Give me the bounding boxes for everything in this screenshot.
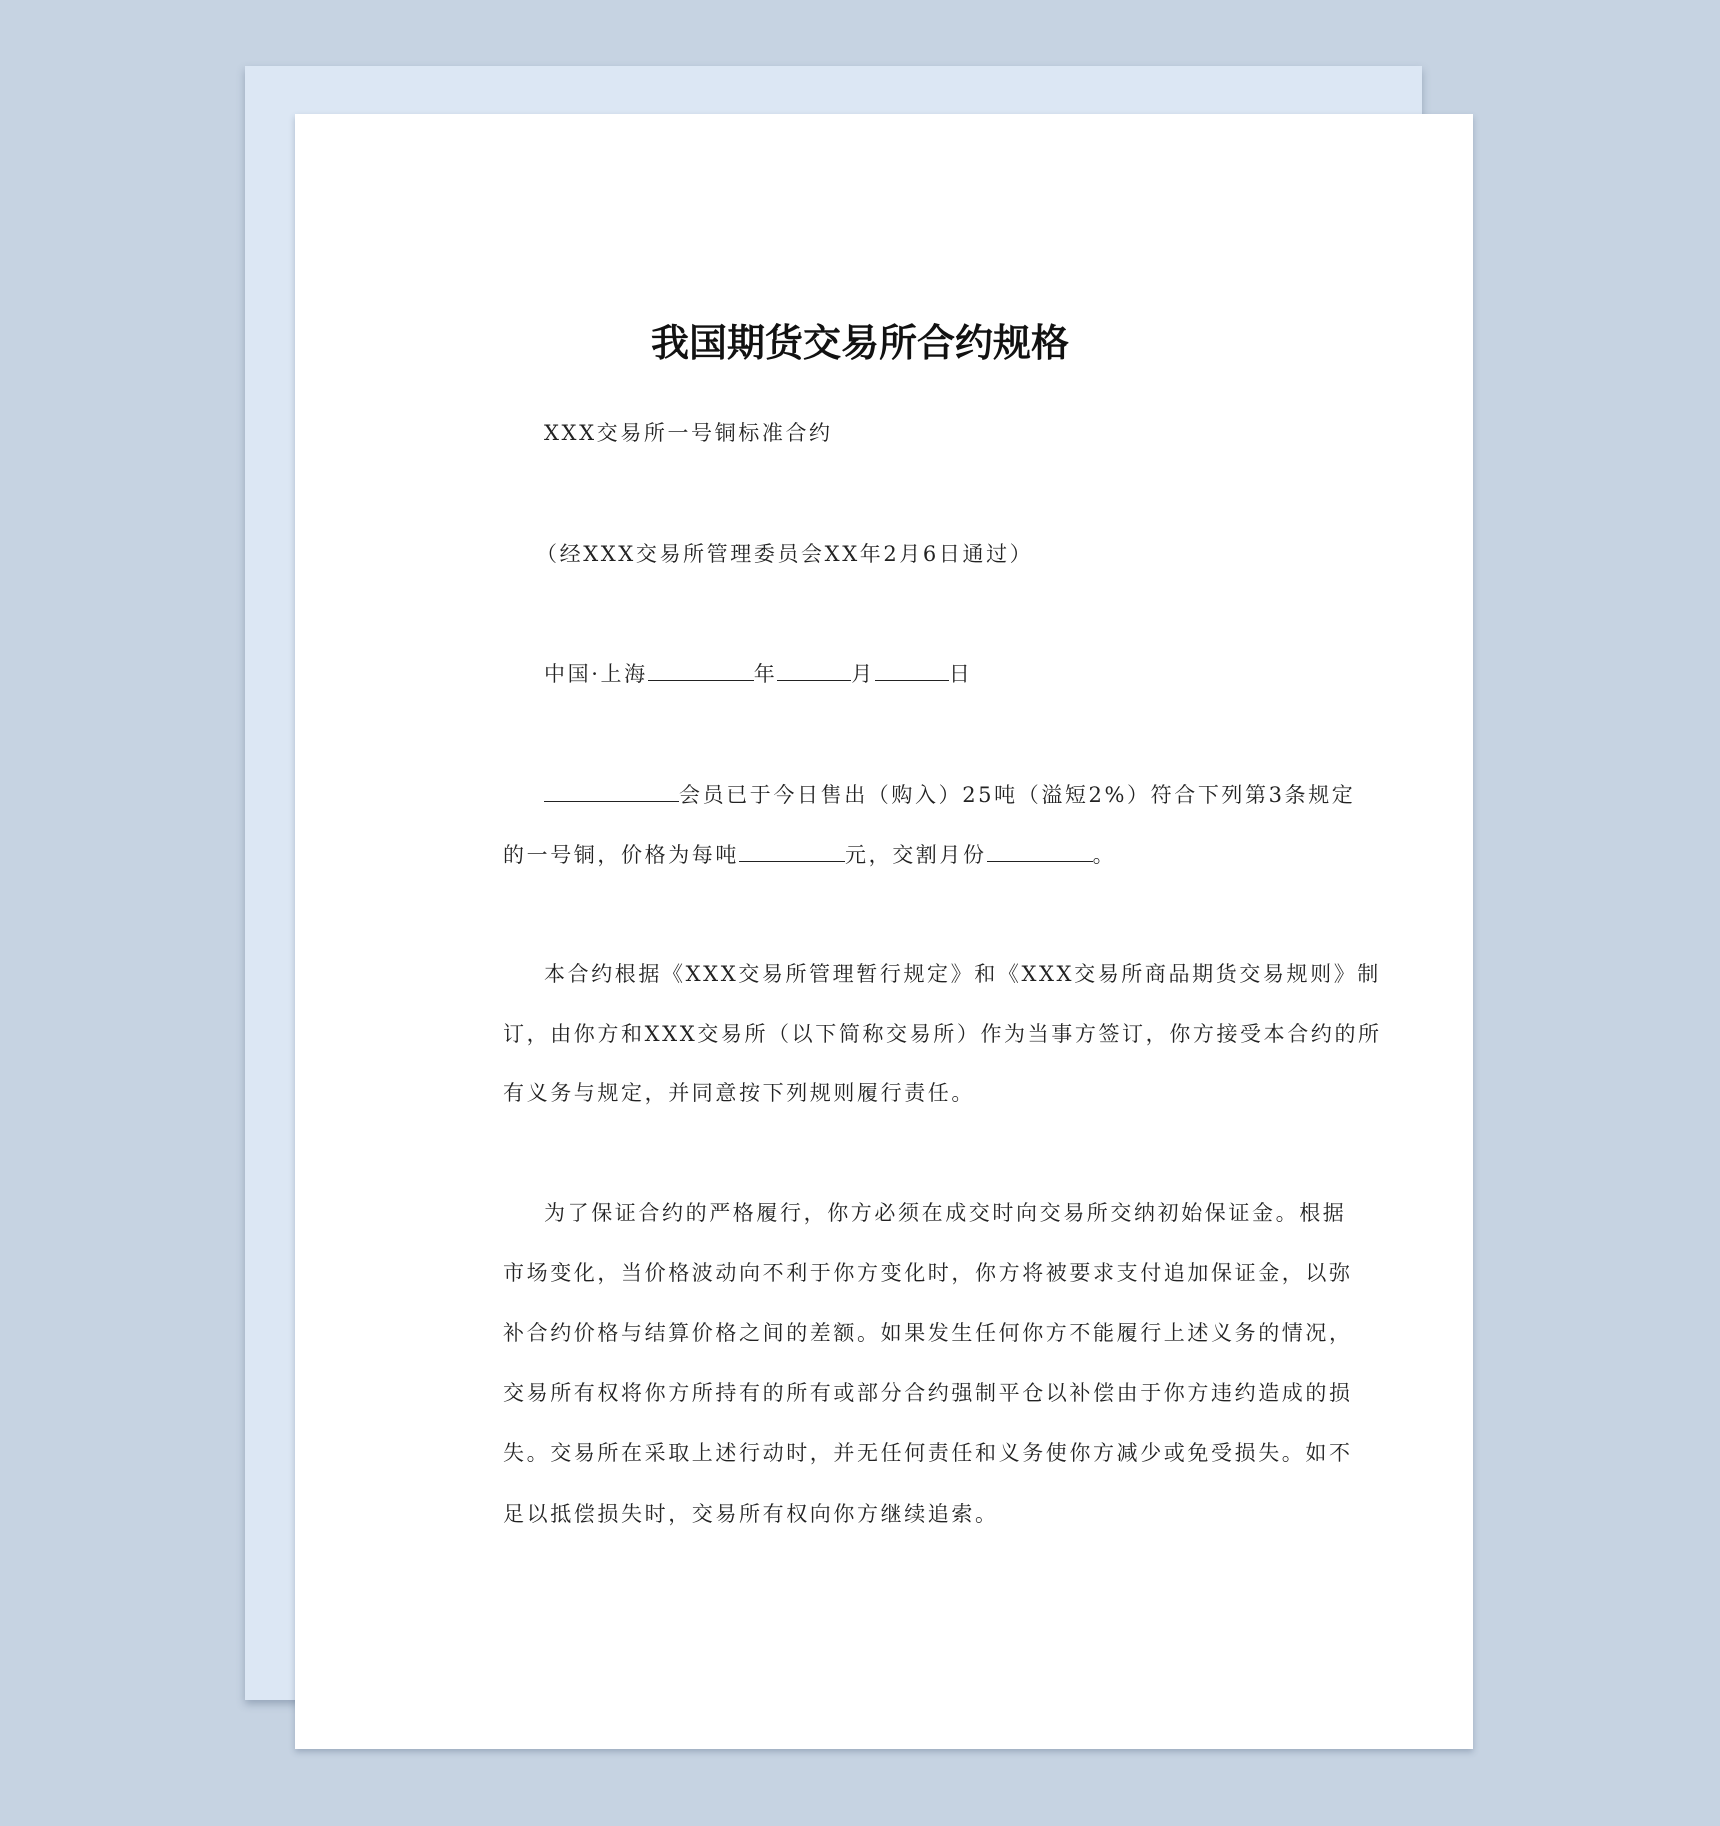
paragraph3-line: 市场变化，当价格波动向不利于你方变化时，你方将被要求支付追加保证金，以弥 [503,1261,1353,1285]
paragraph3-line: 交易所有权将你方所持有的所有或部分合约强制平仓以补偿由于你方违约造成的损 [503,1381,1353,1405]
clause1-line1 [544,779,1355,810]
year-label: 年 [753,662,778,686]
price-label: 的一号铜，价格为每吨 [503,843,739,867]
day-label: 日 [948,662,973,686]
place-text: 中国·上海 [544,662,648,686]
delivery-month-label: 元，交割月份 [845,843,987,867]
paragraph3-line: 足以抵偿损失时，交易所有权向你方继续追索。 [503,1502,999,1526]
month-label: 月 [851,662,875,686]
paragraph3-line: 失。交易所在采取上述行动时，并无任何责任和义务使你方减少或免受损失。如不 [503,1441,1353,1465]
member-blank[interactable] [544,779,679,802]
document-title: 我国期货交易所合约规格 [650,321,1069,365]
approval-note: （经XXX交易所管理委员会XX年2月6日通过） [536,542,1034,566]
paragraph2-line: 本合约根据《XXX交易所管理暂行规定》和《XXX交易所商品期货交易规则》制 [544,962,1381,986]
paragraph2-line: 订，由你方和XXX交易所（以下简称交易所）作为当事方签订，你方接受本合约的所 [503,1022,1382,1046]
clause1-line2 [503,839,1116,870]
price-blank[interactable] [739,839,845,862]
period: 。 [1092,843,1117,867]
day-blank[interactable] [875,658,949,681]
paragraph3-line: 补合约价格与结算价格之间的差额。如果发生任何你方不能履行上述义务的情况， [503,1321,1353,1345]
delivery-month-blank[interactable] [987,839,1093,862]
month-blank[interactable] [777,658,851,681]
paragraph2-line: 有义务与规定，并同意按下列规则履行责任。 [503,1081,975,1105]
year-blank[interactable] [648,658,754,681]
paragraph3-line: 为了保证合约的严格履行，你方必须在成交时向交易所交纳初始保证金。根据 [544,1201,1347,1225]
clause1-text: 会员已于今日售出（购入）25吨（溢短2%）符合下列第3条规定 [679,783,1356,807]
place-date-line [544,658,973,689]
contract-subtitle: XXX交易所一号铜标准合约 [544,421,833,445]
